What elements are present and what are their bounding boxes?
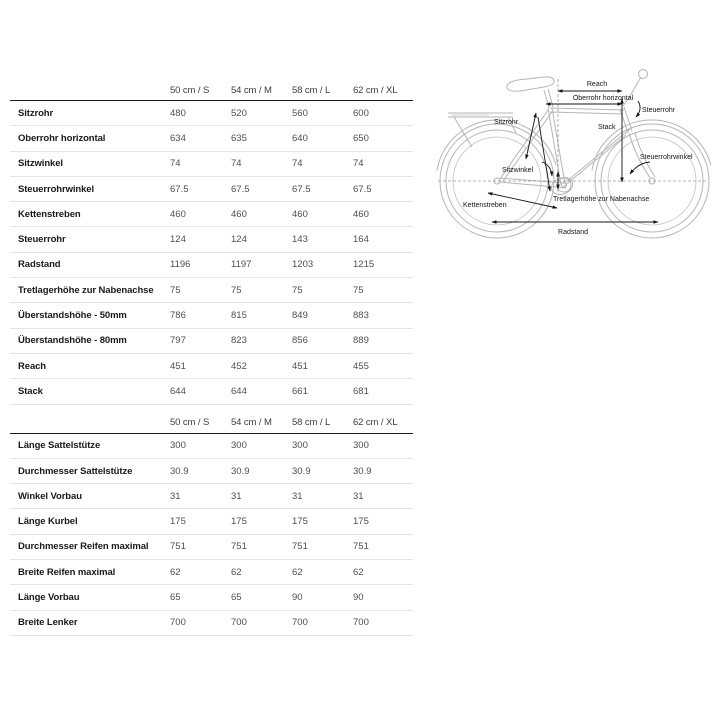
spec-value: 30.9 xyxy=(231,465,250,477)
spec-value: 856 xyxy=(292,335,308,347)
spec-label: Tretlagerhöhe zur Nabenachse xyxy=(18,284,154,296)
spec-value: 681 xyxy=(353,385,369,397)
table-row xyxy=(10,303,413,328)
spec-label: Überstandshöhe - 50mm xyxy=(18,310,127,322)
chainstay-label: Kettenstreben xyxy=(463,202,507,209)
spec-value: 1196 xyxy=(170,259,191,271)
components-table xyxy=(10,434,413,636)
dimension-annotations xyxy=(463,81,693,236)
spec-value: 90 xyxy=(292,591,303,603)
spec-label: Radstand xyxy=(18,259,61,271)
spec-value: 90 xyxy=(353,591,364,603)
spec-value: 460 xyxy=(170,208,186,220)
spec-value: 849 xyxy=(292,310,308,322)
spec-value: 797 xyxy=(170,335,186,347)
size-column-header: 62 cm / XL xyxy=(353,84,398,96)
spec-label: Breite Lenker xyxy=(18,617,78,629)
seat-tube-label: Sitzrohr xyxy=(494,119,519,126)
table-row xyxy=(10,535,413,560)
spec-value: 300 xyxy=(170,440,186,452)
spec-value: 751 xyxy=(353,541,369,553)
spec-value: 460 xyxy=(353,208,369,220)
bb-height-label: Tretlagerhöhe zur Nabenachse xyxy=(553,196,650,203)
spec-value: 815 xyxy=(231,310,247,322)
spec-value: 31 xyxy=(292,490,303,502)
spec-value: 634 xyxy=(170,132,186,144)
spec-label: Winkel Vorbau xyxy=(18,490,82,502)
spec-value: 700 xyxy=(231,617,247,629)
spec-label: Länge Sattelstütze xyxy=(18,440,101,452)
spec-value: 700 xyxy=(292,617,308,629)
spec-value: 1197 xyxy=(231,259,252,271)
spec-value: 67.5 xyxy=(292,183,311,195)
table-row xyxy=(10,585,413,610)
spec-label: Sitzrohr xyxy=(18,107,54,119)
table-row xyxy=(10,434,413,459)
spec-label: Stack xyxy=(18,385,43,397)
spec-value: 143 xyxy=(292,234,308,246)
spec-value: 635 xyxy=(231,132,247,144)
table-row xyxy=(10,126,413,151)
spec-label: Kettenstreben xyxy=(18,208,81,220)
spec-value: 175 xyxy=(170,516,186,528)
table-row xyxy=(10,459,413,484)
spec-value: 460 xyxy=(231,208,247,220)
spec-value: 74 xyxy=(231,158,242,170)
saddle xyxy=(507,77,554,91)
spec-value: 124 xyxy=(231,234,247,246)
spec-value: 300 xyxy=(292,440,308,452)
rear-fender xyxy=(437,120,556,170)
spec-value: 889 xyxy=(353,335,369,347)
geometry-spec-tables xyxy=(10,80,413,636)
head-angle-label: Steuerrohrwinkel xyxy=(640,154,693,161)
table-row xyxy=(10,379,413,404)
spec-value: 644 xyxy=(231,385,247,397)
size-column-header: 54 cm / M xyxy=(231,417,272,429)
spec-value: 67.5 xyxy=(170,183,189,195)
spec-value: 823 xyxy=(231,335,247,347)
spec-value: 31 xyxy=(170,490,181,502)
spec-value: 124 xyxy=(170,234,186,246)
spec-value: 451 xyxy=(170,360,186,372)
spec-value: 452 xyxy=(231,360,247,372)
spec-label: Länge Kurbel xyxy=(18,516,78,528)
stack-label: Stack xyxy=(598,124,616,131)
table-gap xyxy=(10,405,413,413)
spec-value: 164 xyxy=(353,234,369,246)
spec-value: 175 xyxy=(231,516,247,528)
table-row xyxy=(10,202,413,227)
head-tube-arrow xyxy=(636,101,640,117)
table-row xyxy=(10,152,413,177)
spec-value: 300 xyxy=(231,440,247,452)
spec-value: 75 xyxy=(170,284,181,296)
spec-value: 30.9 xyxy=(353,465,372,477)
spec-label: Steuerrohr xyxy=(18,234,66,246)
spec-value: 74 xyxy=(353,158,364,170)
spec-value: 67.5 xyxy=(231,183,250,195)
spec-value: 451 xyxy=(292,360,308,372)
spec-value: 644 xyxy=(170,385,186,397)
wheelbase-label: Radstand xyxy=(558,229,588,236)
spec-value: 62 xyxy=(353,566,364,578)
seat-angle-label: Sitzwinkel xyxy=(502,167,534,174)
spec-value: 751 xyxy=(170,541,186,553)
size-column-header: 50 cm / S xyxy=(170,417,210,429)
spec-label: Durchmesser Sattelstütze xyxy=(18,465,133,477)
spec-label: Oberrohr horizontal xyxy=(18,132,106,144)
spec-value: 786 xyxy=(170,310,186,322)
reach-label: Reach xyxy=(586,81,608,88)
spec-value: 650 xyxy=(353,132,369,144)
bike-geometry-diagram xyxy=(430,55,720,255)
frame-geometry-table xyxy=(10,101,413,405)
spec-value: 560 xyxy=(292,107,308,119)
size-column-header: 62 cm / XL xyxy=(353,417,398,429)
spec-value: 31 xyxy=(231,490,242,502)
table-row xyxy=(10,227,413,252)
spec-value: 883 xyxy=(353,310,369,322)
spec-value: 520 xyxy=(231,107,247,119)
table-row xyxy=(10,278,413,303)
spec-value: 300 xyxy=(353,440,369,452)
spec-value: 700 xyxy=(353,617,369,629)
spec-value: 700 xyxy=(170,617,186,629)
spec-label: Durchmesser Reifen maximal xyxy=(18,541,149,553)
spec-value: 67.5 xyxy=(353,183,372,195)
spec-value: 75 xyxy=(353,284,364,296)
spec-value: 175 xyxy=(353,516,369,528)
table-row xyxy=(10,329,413,354)
spec-value: 62 xyxy=(292,566,303,578)
handlebar-grip xyxy=(639,70,648,79)
table-row xyxy=(10,354,413,379)
size-header-top xyxy=(10,80,413,101)
table-row xyxy=(10,611,413,636)
head-tube-label: Steuerrohr xyxy=(642,107,676,114)
spec-value: 74 xyxy=(292,158,303,170)
spec-value: 31 xyxy=(353,490,364,502)
size-column-header: 54 cm / M xyxy=(231,84,272,96)
spec-value: 65 xyxy=(231,591,242,603)
table-row xyxy=(10,253,413,278)
spec-value: 751 xyxy=(292,541,308,553)
rear-wheel xyxy=(437,120,556,238)
spec-value: 75 xyxy=(292,284,303,296)
spec-value: 74 xyxy=(170,158,181,170)
spec-value: 661 xyxy=(292,385,308,397)
front-wheel xyxy=(592,120,711,238)
spec-value: 600 xyxy=(353,107,369,119)
spec-value: 30.9 xyxy=(292,465,311,477)
spec-label: Sitzwinkel xyxy=(18,158,63,170)
spec-value: 75 xyxy=(231,284,242,296)
table-row xyxy=(10,560,413,585)
spec-value: 460 xyxy=(292,208,308,220)
size-column-header: 58 cm / L xyxy=(292,417,331,429)
spec-label: Überstandshöhe - 80mm xyxy=(18,335,127,347)
spec-value: 640 xyxy=(292,132,308,144)
table-row xyxy=(10,509,413,534)
size-column-header: 50 cm / S xyxy=(170,84,210,96)
spec-value: 175 xyxy=(292,516,308,528)
table-row xyxy=(10,101,413,126)
spec-value: 65 xyxy=(170,591,181,603)
spec-value: 480 xyxy=(170,107,186,119)
spec-label: Länge Vorbau xyxy=(18,591,80,603)
spec-value: 1215 xyxy=(353,259,375,271)
spec-value: 1203 xyxy=(292,259,314,271)
spec-value: 62 xyxy=(231,566,242,578)
table-row xyxy=(10,177,413,202)
top-tube-label: Oberrohr horizontal xyxy=(572,95,634,102)
spec-value: 751 xyxy=(231,541,247,553)
size-header-bottom xyxy=(10,413,413,434)
spec-label: Reach xyxy=(18,360,47,372)
size-column-header: 58 cm / L xyxy=(292,84,331,96)
spec-value: 30.9 xyxy=(170,465,189,477)
table-row xyxy=(10,484,413,509)
spec-value: 455 xyxy=(353,360,369,372)
spec-label: Steuerrohrwinkel xyxy=(18,183,95,195)
spec-label: Breite Reifen maximal xyxy=(18,566,116,578)
spec-value: 62 xyxy=(170,566,181,578)
